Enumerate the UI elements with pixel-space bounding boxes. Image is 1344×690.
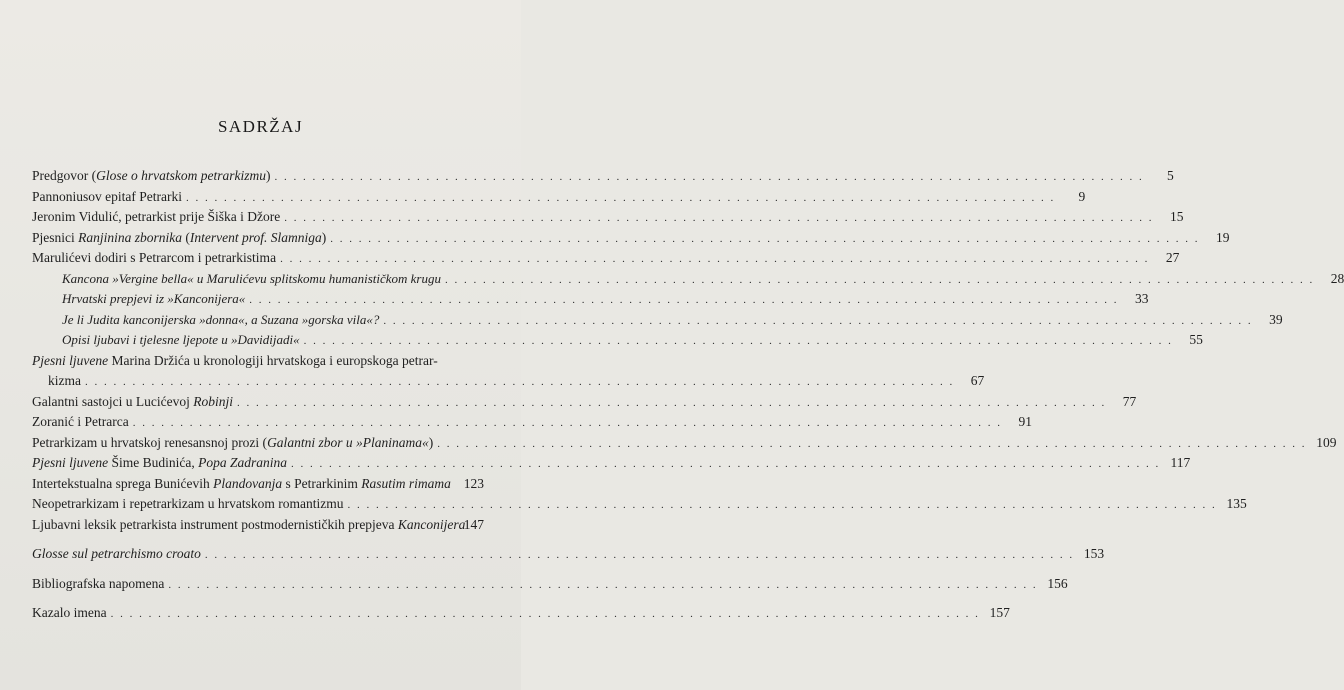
table-of-contents	[32, 166, 1344, 624]
toc-title-segment: Zoranić i Petrarca	[32, 414, 129, 429]
toc-page-number: 33	[1135, 291, 1149, 306]
dot-leader	[168, 575, 1037, 596]
toc-title-segment: )	[321, 229, 327, 245]
toc-title	[32, 351, 484, 372]
toc-title-segment: Je li Judita kanconijerska »donna«, a Suzana »gorska vila«?	[62, 311, 380, 327]
toc-title-segment: Plandovanja	[213, 475, 283, 491]
toc-title-segment: )	[428, 434, 434, 450]
toc-entry[interactable]	[32, 228, 1230, 249]
dot-leader	[330, 229, 1199, 250]
toc-page-number: 19	[1215, 229, 1230, 245]
toc-title-segment: Ljubavni leksik petrarkista instrument postmodernističkih prepjeva	[32, 516, 398, 532]
toc-page-number: 15	[1170, 209, 1184, 224]
toc-title-segment: Jeronim Vidulić, petrarkist prije Šiška i Džore	[32, 209, 281, 224]
toc-title-segment: Pannoniusov epitaf Petrarki	[32, 188, 182, 204]
toc-entry[interactable]	[32, 187, 1086, 208]
toc-entry[interactable]	[32, 603, 1010, 624]
toc-title	[32, 207, 280, 228]
toc-title-segment: Marulićevi dodiri s Petrarcom i petrarkistima	[32, 250, 277, 265]
toc-page-number: 67	[970, 373, 985, 388]
dot-leader	[274, 167, 1143, 188]
toc-entry[interactable]	[32, 330, 1203, 351]
toc-page-number: 9	[1078, 188, 1086, 204]
dot-leader	[237, 393, 1106, 414]
toc-title-segment: Galantni zbor u »Planinama«	[267, 434, 429, 450]
dot-leader	[249, 290, 1118, 311]
toc-title	[32, 494, 344, 515]
toc-title-segment: Galantni sastojci u Lucićevoj	[32, 393, 194, 409]
toc-page-number: 135	[1226, 496, 1247, 511]
toc-entry[interactable]	[32, 248, 1180, 269]
toc-page-number: 117	[1170, 455, 1191, 470]
dot-leader	[186, 188, 1055, 209]
toc-title-segment: Šime Budinića,	[108, 455, 199, 470]
toc-page-number: 27	[1165, 250, 1180, 265]
toc-title-segment: Hrvatski prepjevi iz »Kanconijera«	[62, 291, 246, 306]
toc-page-number: 109	[1316, 434, 1337, 450]
toc-title-segment: Kancona »Vergine bella« u Marulićevu splitskomu humanističkom krugu	[62, 270, 441, 286]
toc-title	[32, 412, 129, 433]
toc-page-number: 77	[1122, 393, 1137, 409]
toc-entry[interactable]	[32, 474, 484, 495]
toc-title	[32, 187, 182, 208]
toc-title-segment: Popa Zadranina	[198, 455, 287, 470]
toc-title-continuation	[48, 371, 81, 392]
toc-page-number: 5	[1166, 168, 1174, 183]
toc-title-segment: Marina Držića u kronologiji hrvatskoga i europskoga petrar-	[108, 352, 438, 368]
toc-page-number: 28	[1330, 270, 1344, 286]
toc-title	[62, 269, 441, 290]
toc-title	[32, 248, 276, 269]
toc-entry[interactable]	[32, 453, 1191, 474]
page-title: SADRŽAJ	[217, 117, 304, 136]
toc-title-segment: Opisi ljubavi i tjelesne ljepote u »Davidijadi«	[62, 332, 300, 347]
toc-entry[interactable]	[32, 574, 1068, 595]
toc-title	[32, 433, 433, 454]
toc-entry[interactable]	[32, 433, 1337, 454]
dot-leader	[304, 331, 1173, 352]
toc-entry[interactable]	[32, 207, 1184, 228]
toc-entry[interactable]	[32, 351, 985, 392]
toc-title-segment: Ranjinina	[78, 229, 132, 245]
dot-leader	[445, 270, 1314, 291]
toc-entry[interactable]	[32, 289, 1149, 310]
toc-title-segment: s Petrarkinim	[282, 475, 362, 491]
toc-title-segment: Glose o hrvatskom petrarkizmu	[96, 168, 266, 183]
toc-entry[interactable]	[32, 412, 1032, 433]
toc-title	[32, 544, 201, 565]
toc-title-segment: Rasutim rimama	[361, 475, 451, 491]
dot-leader	[111, 604, 980, 625]
toc-title	[32, 474, 450, 495]
toc-title	[32, 453, 287, 474]
dot-leader	[205, 545, 1074, 566]
dot-leader	[348, 495, 1217, 516]
toc-title-segment: Bibliografska napomena	[32, 575, 165, 591]
toc-title-segment: Predgovor (	[32, 168, 97, 183]
toc-title-segment: Pjesni ljuvene	[32, 352, 109, 368]
toc-title-segment: zbornika	[134, 229, 182, 245]
toc-title-segment: Kanconijera	[397, 516, 466, 532]
toc-title	[62, 289, 245, 310]
toc-title	[32, 603, 107, 624]
dot-leader	[85, 372, 954, 393]
toc-title-segment: (	[182, 229, 190, 245]
toc-entry[interactable]	[32, 515, 484, 536]
dot-leader	[280, 249, 1149, 270]
toc-page-number: 156	[1047, 575, 1068, 591]
toc-title	[32, 515, 466, 536]
toc-title	[32, 574, 164, 595]
section-spacer	[32, 565, 484, 574]
toc-page-number: 153	[1083, 546, 1105, 561]
dot-leader	[284, 208, 1153, 229]
toc-entry[interactable]	[32, 494, 1247, 515]
toc-title	[62, 310, 379, 331]
toc-page-number: 147	[463, 516, 484, 532]
section-spacer	[32, 594, 484, 603]
toc-entry[interactable]	[32, 166, 1174, 187]
toc-entry[interactable]	[32, 392, 1137, 413]
toc-title	[62, 330, 300, 351]
toc-title-segment: Petrarkizam u hrvatskoj renesansnoj prozi (	[32, 434, 268, 450]
toc-title-segment: Intervent prof. Slamniga	[189, 229, 322, 245]
toc-page-number: 157	[989, 605, 1010, 620]
dot-leader	[291, 454, 1160, 475]
toc-title	[32, 392, 233, 413]
toc-entry[interactable]	[32, 310, 1283, 331]
toc-title-segment: Glosse sul petrarchismo croato	[32, 546, 201, 561]
toc-title-segment: )	[265, 168, 271, 183]
section-spacer	[32, 535, 484, 544]
toc-entry[interactable]	[32, 544, 1105, 565]
toc-title	[32, 166, 270, 187]
toc-title-segment: kizma	[48, 373, 81, 388]
dot-leader	[383, 311, 1252, 332]
dot-leader	[437, 434, 1306, 455]
toc-page-number: 39	[1269, 311, 1283, 327]
toc-title-segment: Robinji	[193, 393, 233, 409]
toc-page-number: 91	[1018, 414, 1032, 429]
toc-title-segment: Neopetrarkizam i repetrarkizam u hrvatskom romantizmu	[32, 496, 344, 511]
toc-entry[interactable]	[32, 269, 1344, 290]
toc-title-segment: Pjesni ljuvene	[32, 455, 109, 470]
toc-page-number: 55	[1189, 332, 1203, 347]
toc-title-segment: Kazalo imena	[32, 605, 107, 620]
dot-leader	[133, 413, 1002, 434]
toc-title-segment: Intertekstualna sprega Bunićevih	[32, 475, 214, 491]
toc-title	[32, 228, 326, 249]
toc-page-number: 123	[463, 475, 484, 491]
toc-title-segment: Pjesnici	[32, 229, 79, 245]
